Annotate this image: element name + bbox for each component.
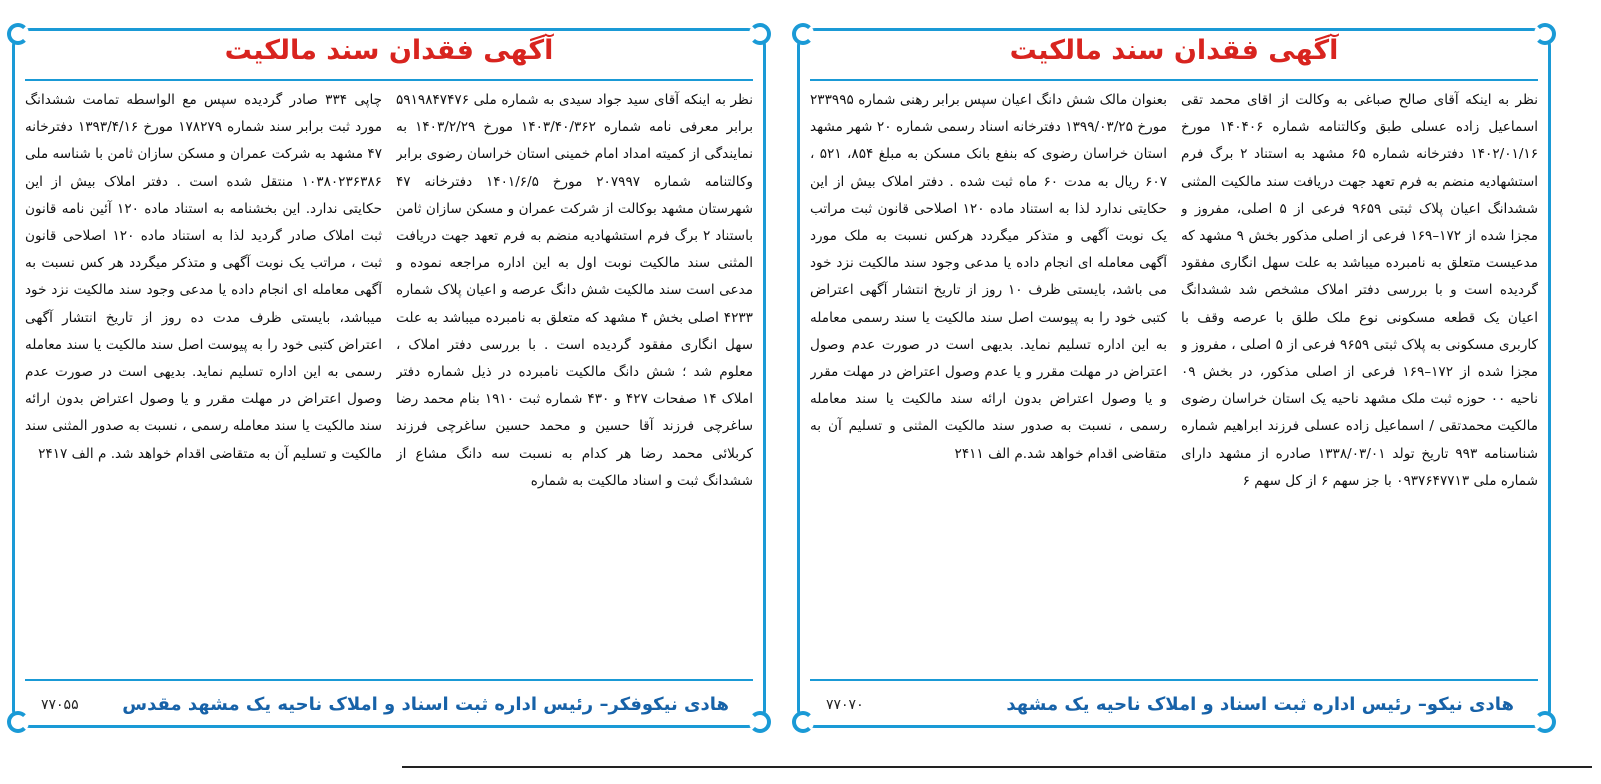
corner-ornament-icon (1534, 711, 1556, 733)
notice-body (810, 87, 1538, 657)
title-divider (810, 79, 1538, 81)
notice-right (797, 28, 1551, 728)
page-divider (402, 766, 1592, 768)
notice-column-1: نظر به اینکه آقای صالح صباغی به وکالت از اقای محمد تقی اسماعیل زاده عسلی طبق وکالتنامه شماره ۱۴۰۴۰۶ مورخ ۱۴۰۲/۰۱/۱۶ دفترخانه شماره ۶۵ مشهد به استناد ۲ برگ فرم استشهادیه منضم به فرم تعهد جهت دریافت سند مالکیت المثنی ششدانگ اعیان پلاک ثبتی ۹۶۵۹ فرعی از ۵ اصلی، مفروز و مجزا شده از ۱۷۲–۱۶۹ فرعی از اصلی مذکور بخش ۹ مشهد که مدعیست متعلق به نامبرده میباشد به علت سهل انگاری مفقود گردیده است و با بررسی دفتر املاک مشخص شد ششدانگ اعیان یک قطعه مسکونی نوع ملک طلق با عرصه وقف با کاربری مسکونی به پلاک ثبتی ۹۶۵۹ فرعی از ۵ اصلی ، مفروز و مجزا شده از ۱۷۲–۱۶۹ فرعی از اصلی مذکور، در بخش ۰۹ ناحیه ۰۰ حوزه ثبت ملک مشهد ناحیه یک استان خراسان رضوی مالکیت محمدتقی / اسماعیل زاده عسلی فرزند ابراهیم شماره شناسنامه ۹۹۳ تاریخ تولد ۱۳۳۸/۰۳/۰۱ صادره از مشهد دارای شماره ملی ۰۹۳۷۶۴۷۷۱۳ با جز سهم ۶ از کل سهم ۶ (1181, 92, 1538, 489)
notice-signature: هادی نیکو– رئیس اداره ثبت اسناد و املاک ناحیه یک مشهد (1006, 694, 1514, 715)
footer-divider (25, 679, 753, 681)
notice-signature: هادی نیکوفکر– رئیس اداره ثبت اسناد و املاک ناحیه یک مشهد مقدس (122, 694, 729, 715)
notice-title: آگهی فقدان سند مالکیت (1009, 35, 1339, 66)
notice-left (12, 28, 766, 728)
notice-title: آگهی فقدان سند مالکیت (224, 35, 554, 66)
notice-column-1: نظر به اینکه آقای سید جواد سیدی به شماره ملی ۵۹۱۹۸۴۷۴۷۶ برابر معرفی نامه شماره ۱۴۰۳/۴۰/۳۶۲ مورخ ۱۴۰۳/۲/۲۹ به نمایندگی از کمیته امداد امام خمینی استان خراسان رضوی برابر وکالتنامه شماره ۲۰۷۹۹۷ مورخ ۱۴۰۱/۶/۵ دفترخانه ۴۷ شهرستان مشهد بوکالت از شرکت عمران و مسکن سازان ثامن باستناد ۲ برگ فرم استشهادیه منضم به فرم تعهد جهت دریافت المثنی سند مالکیت نوبت اول به این اداره مراجعه نموده و مدعی است سند مالکیت شش دانگ عرصه و اعیان پلاک شماره ۴۲۳۳ اصلی بخش ۴ مشهد که متعلق به نامبرده میباشد به علت سهل انگاری مفقود گردیده است . با بررسی دفتر املاک ، معلوم شد ؛ شش دانگ مالکیت نامبرده در ذیل شماره دفتر املاک ۱۴ صفحات ۴۲۷ و ۴۳۰ شماره ثبت ۱۹۱۰ بنام محمد رضا ساغرچی فرزند آقا حسین و محمد حسین ساغرچی فرزند کربلائی محمد رضا هر کدام به نسبت سه دانگ مشاع از ششدانگ ثبت و اسناد مالکیت به شماره (396, 92, 753, 489)
corner-ornament-icon (7, 711, 29, 733)
footer-divider (810, 679, 1538, 681)
corner-ornament-icon (749, 711, 771, 733)
notice-column-2: چاپی ۳۳۴ صادر گردیده سپس مع الواسطه تمامت ششدانگ مورد ثبت برابر سند شماره ۱۷۸۲۷۹ مورخ ۱۳۹۳/۴/۱۶ دفترخانه ۴۷ مشهد به شرکت عمران و مسکن سازان ثامن با شناسه ملی ۱۰۳۸۰۲۳۶۳۸۶ منتقل شده است . دفتر املاک بیش از این حکایتی ندارد. این بخشنامه به استناد ماده ۱۲۰ آئین نامه قانون ثبت املاک صادر گردید لذا به استناد ماده ۱۲۰ اصلاحی قانون ثبت ، مراتب یک نوبت آگهی و متذکر میگردد هر کس نسبت به آگهی معامله ای انجام داده یا مدعی وجود سند مالکیت نزد خود میباشد، بایستی ظرف مدت ده روز از تاریخ انتشار آگهی اعتراض کتبی خود را به پیوست اصل سند مالکیت یا سند معامله رسمی به این اداره تسلیم نماید. بدیهی است در صورت عدم وصول اعتراض در مهلت مقرر و یا وصول اعتراض بدون ارائه سند مالکیت یا سند معامله رسمی ، نسبت به صدور المثنی سند مالکیت و تسلیم آن به متقاضی اقدام خواهد شد. م الف ۲۴۱۷ (25, 92, 382, 462)
notice-column-2: بعنوان مالک شش دانگ اعیان سپس برابر رهنی شماره ۲۳۳۹۹۵ مورخ ۱۳۹۹/۰۳/۲۵ دفترخانه اسناد رسمی شماره ۲۰ شهر مشهد استان خراسان رضوی که بنفع بانک مسکن به مبلغ ۸۵۴، ۵۲۱ ، ۶۰۷ ریال به مدت ۶۰ ماه ثبت شده . دفتر املاک بیش از این حکایتی ندارد لذا به استناد ماده ۱۲۰ اصلاحی قانون ثبت مراتب یک نوبت آگهی و متذکر میگردد هرکس نسبت به ملک مورد آگهی معامله ای انجام داده یا مدعی وجود سند مالکیت نزد خود می باشد، بایستی ظرف ۱۰ روز از تاریخ انتشار آگهی اعتراض کتبی خود را به پیوست اصل سند مالکیت یا سند رسمی معامله به این اداره تسلیم نماید. بدیهی است در صورت عدم وصول اعتراض در مهلت مقرر و یا عدم وصول اعتراض در مهلت مقرر و یا وصول اعتراض بدون ارائه سند مالکیت یا سند معامله رسمی ، نسبت به صدور سند مالکیت المثنی و تسلیم آن به متقاضی اقدام خواهد شد.م الف ۲۴۱۱ (810, 92, 1167, 462)
notice-body (25, 87, 753, 657)
title-divider (25, 79, 753, 81)
notice-code: ۷۷۰۵۵ (41, 697, 79, 713)
corner-ornament-icon (792, 711, 814, 733)
notice-code: ۷۷۰۷۰ (826, 697, 864, 713)
